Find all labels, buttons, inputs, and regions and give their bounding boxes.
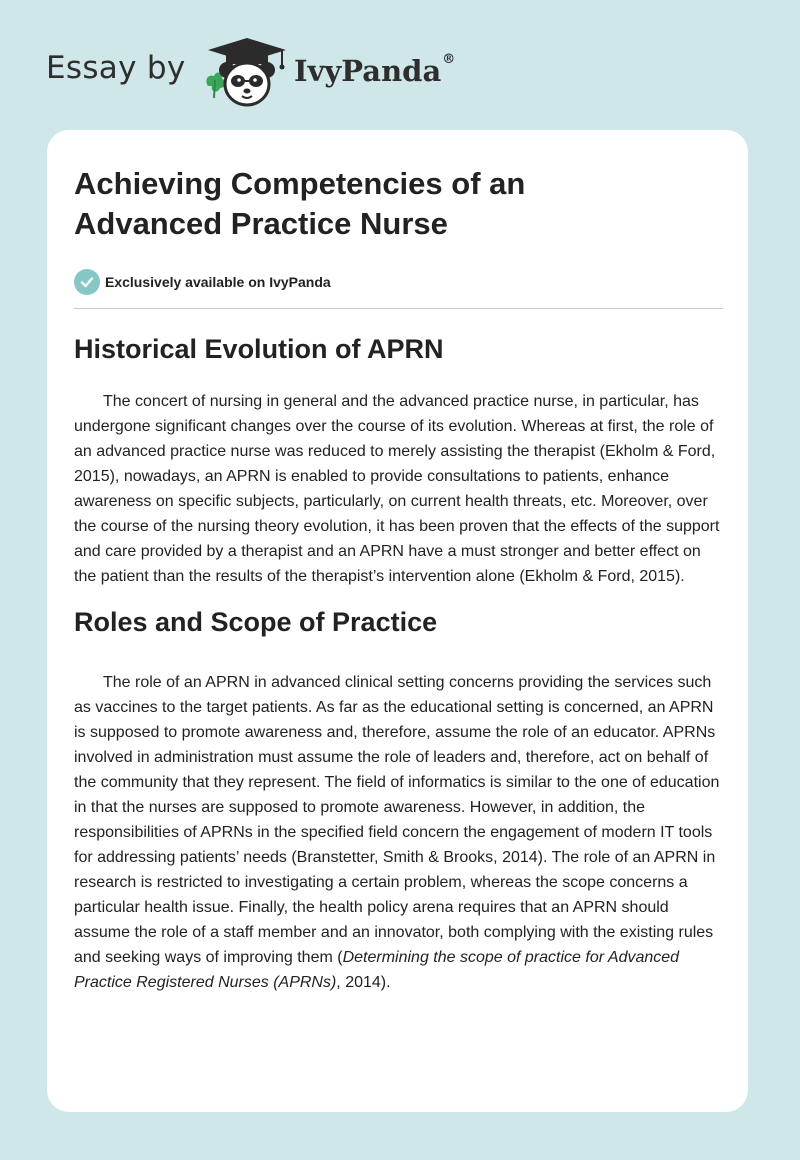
page-title: Achieving Competencies of an Advanced Practice Nurse (74, 166, 526, 241)
registered-mark: ® (442, 52, 456, 67)
brand-name[interactable] (294, 54, 455, 88)
citation-title: Determining the scope of practice for Advanced Practice Registered Nurses (APRNs) (74, 949, 680, 991)
paragraph-main-text: The role of an APRN in advanced clinical setting concerns providing the services such as vaccines to the target patients. As far as the educational setting is concerned, an APRN is supposed to promote awareness and, therefore, assume the role of an educator. APRNs involved in administration must assume the role of leaders and, therefore, act on behalf of the community that they represent. The field of informatics is similar to the one of education in that the nurses are supposed to promote awareness. However, in addition, the responsibilities of APRNs in the specified field concern the engagement of modern IT tools for addressing patients’ needs (Branstetter, Smith & Brooks, 2014). The role of an APRN in research is restricted to investigating a certain problem, whereas the scope concerns a particular health issue. Finally, the health policy arena requires that an APRN should assume the role of a staff member and an innovator, both complying with the existing rules and seeking ways of improving them ( (74, 674, 720, 966)
citation-tail: , 2014). (336, 974, 391, 991)
check-circle-icon (74, 269, 100, 295)
exclusive-label: Exclusively available on IvyPanda (105, 274, 331, 290)
essay-by-text: Essay by (46, 50, 186, 86)
section-heading-historical: Historical Evolution of APRN (74, 334, 444, 364)
section-heading-roles: Roles and Scope of Practice (74, 607, 438, 637)
essay-content (74, 164, 724, 995)
divider (74, 308, 723, 309)
exclusive-badge (74, 268, 724, 296)
essay-card (47, 130, 748, 1112)
site-header (46, 34, 486, 110)
section-paragraph-roles (74, 670, 726, 995)
section-paragraph-historical: The concert of nursing in general and the advanced practice nurse, in particular, has undergone significant changes over the course of its evolution. Whereas at first, the role of an advanced practice nurse was reduced to merely assisting the therapist (Ekholm & Ford, 2015), nowadays, an APRN is enabled to provide consultations to patients, enhance awareness on specific subjects, particularly, on current health threats, etc. Moreover, over the course of the nursing theory evolution, it has been proven that the effects of the support and care provided by a therapist and an APRN have a must stronger and better effect on the patient than the results of the therapist’s intervention alone (Ekholm & Ford, 2015). (74, 393, 720, 585)
panda-graduate-logo-icon[interactable] (202, 36, 292, 110)
brand-name-text: IvyPanda (294, 54, 442, 88)
